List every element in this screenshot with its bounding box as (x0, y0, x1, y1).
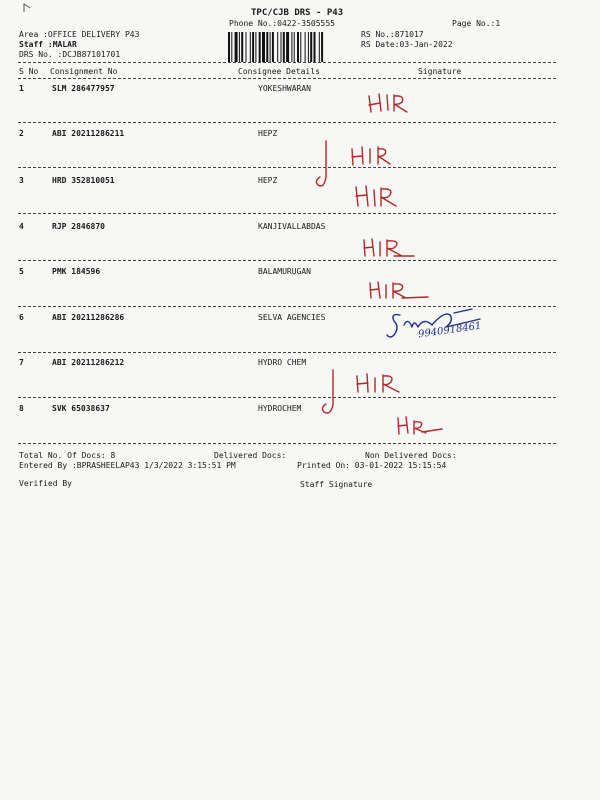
row-consignment: HRD 352810051 (52, 176, 115, 185)
row-sno: 4 (19, 222, 24, 231)
row-sno: 8 (19, 404, 24, 413)
handwritten-signature (394, 413, 449, 439)
staff-signature-label: Staff Signature (300, 480, 373, 489)
row-sno: 6 (19, 313, 24, 322)
column-sno: S No (19, 67, 39, 76)
row-consignment: SLM 286477957 (52, 84, 115, 93)
row-consignee: BALAMURUGAN (258, 267, 311, 276)
area-label: Area :OFFICE DELIVERY P43 (19, 30, 140, 39)
handwritten-phone: 9940918461 (417, 320, 483, 341)
verified-by: Verified By (19, 479, 72, 488)
row-divider (18, 213, 556, 214)
column-consignee: Consignee Details (238, 67, 320, 76)
row-consignee: HEPZ (258, 176, 278, 185)
handwritten-signature (365, 90, 415, 116)
row-divider (18, 397, 556, 398)
row-consignee: SELVA AGENCIES (258, 313, 326, 322)
row-consignment: ABI 20211286211 (52, 129, 125, 138)
row-divider (18, 122, 556, 123)
row-divider (18, 167, 556, 168)
staff-label: Staff :MALAR (19, 40, 77, 49)
rs-date: RS Date:03-Jan-2022 (361, 40, 453, 49)
handwritten-signature (360, 234, 420, 262)
corner-mark-icon (22, 2, 32, 14)
total-docs: Total No. Of Docs: 8 (19, 451, 116, 460)
entered-by: Entered By :BPRASHEELAP43 1/3/2022 3:15:51 PM (19, 461, 236, 470)
phone-number: Phone No.:0422-3505555 (229, 19, 335, 28)
row-consignee: HYDRO CHEM (258, 358, 307, 367)
non-delivered-docs: Non Delivered Docs: (365, 451, 457, 460)
rs-number: RS No.:871017 (361, 30, 424, 39)
row-consignment: ABI 20211286212 (52, 358, 125, 367)
handwritten-signature (366, 278, 436, 304)
row-divider (18, 443, 556, 444)
barcode (228, 32, 353, 62)
row-consignment: SVK 65038637 (52, 404, 110, 413)
row-sno: 7 (19, 358, 24, 367)
column-consignment: Consignment No (50, 67, 118, 76)
row-consignment: ABI 20211286286 (52, 313, 125, 322)
drs-number: DRS No. :DCJB87101701 (19, 50, 121, 59)
row-sno: 1 (19, 84, 24, 93)
row-sno: 5 (19, 267, 24, 276)
document-title: TPC/CJB DRS - P43 (251, 8, 344, 18)
row-sno: 3 (19, 176, 24, 185)
page-number: Page No.:1 (452, 19, 501, 28)
header-rule-bottom (18, 78, 556, 79)
delivered-docs: Delivered Docs: (214, 451, 287, 460)
printed-on: Printed On: 03-01-2022 15:15:54 (297, 461, 447, 470)
handwritten-signature (352, 182, 412, 212)
row-consignee: HEPZ (258, 129, 278, 138)
row-divider (18, 352, 556, 353)
row-consignee: KANJIVALLABDAS (258, 222, 326, 231)
header-rule-top (18, 62, 556, 63)
row-divider (18, 260, 556, 261)
row-consignee: YOKESHWARAN (258, 84, 311, 93)
row-consignee: HYDROCHEM (258, 404, 302, 413)
row-consignment: PMK 184596 (52, 267, 101, 276)
column-signature: Signature (418, 67, 462, 76)
row-sno: 2 (19, 129, 24, 138)
row-consignment: RJP 2846870 (52, 222, 105, 231)
